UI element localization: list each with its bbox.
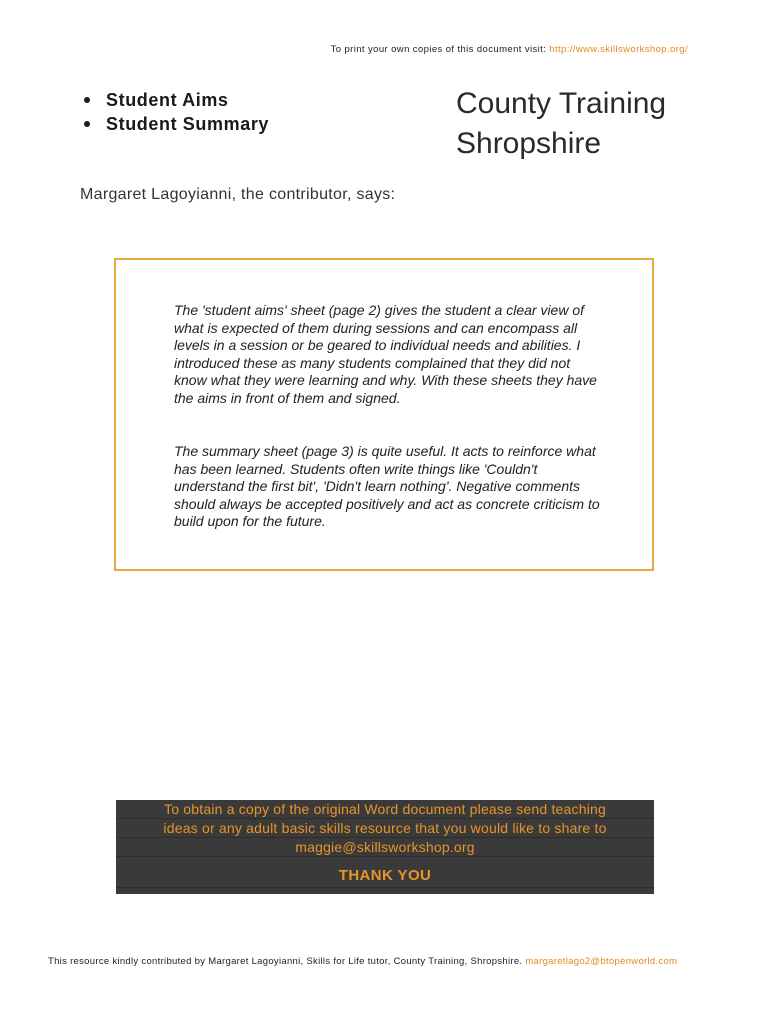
title-line-1: County Training — [456, 87, 667, 120]
list-item — [80, 112, 269, 136]
cta-line-2: ideas or any adult basic skills resource that you would like to share to — [116, 819, 654, 838]
cta-email[interactable]: maggie@skillsworkshop.org — [116, 838, 654, 857]
quote-box — [114, 258, 654, 571]
footer-text: This resource kindly contributed by Margaret Lagoyianni, Skills for Life tutor, County Training, Shropshire. — [48, 956, 523, 967]
print-note-text: To print your own copies of this document visit: — [330, 44, 547, 55]
contents-list — [80, 88, 269, 136]
cta-line-1: To obtain a copy of the original Word document please send teaching — [116, 800, 654, 819]
footer-email-link[interactable]: margaretlago2@btopenworld.com — [525, 956, 678, 967]
quote-paragraph-2: The summary sheet (page 3) is quite useful. It acts to reinforce what has been learned. Students often write things like 'Couldn't understand the first bit', 'Didn't learn nothing'. Negative comments should always be accepted positively and act as concrete criticism to build upon for the future. — [174, 443, 600, 530]
list-item-label: Student Summary — [106, 114, 270, 134]
contact-banner — [116, 800, 654, 894]
footer — [48, 956, 677, 967]
contributor-line: Margaret Lagoyianni, the contributor, says: — [80, 186, 396, 203]
print-note — [331, 44, 688, 55]
list-item — [80, 88, 269, 112]
bullet-icon — [84, 121, 90, 127]
list-item-label: Student Aims — [106, 90, 229, 110]
title-line-2: Shropshire — [456, 127, 602, 160]
bullet-icon — [84, 97, 90, 103]
quote-paragraph-1: The 'student aims' sheet (page 2) gives the student a clear view of what is expected of them during sessions and can encompass all levels in a session or be geared to individual needs and abilities. I introduced these as many students complained that they did not know what they were learning and why. With these sheets they have the aims in front of them and signed. — [174, 302, 597, 406]
thank-you-text: THANK YOU — [116, 865, 654, 888]
page-title — [456, 84, 666, 164]
skillsworkshop-link[interactable]: http://www.skillsworkshop.org/ — [549, 44, 688, 55]
